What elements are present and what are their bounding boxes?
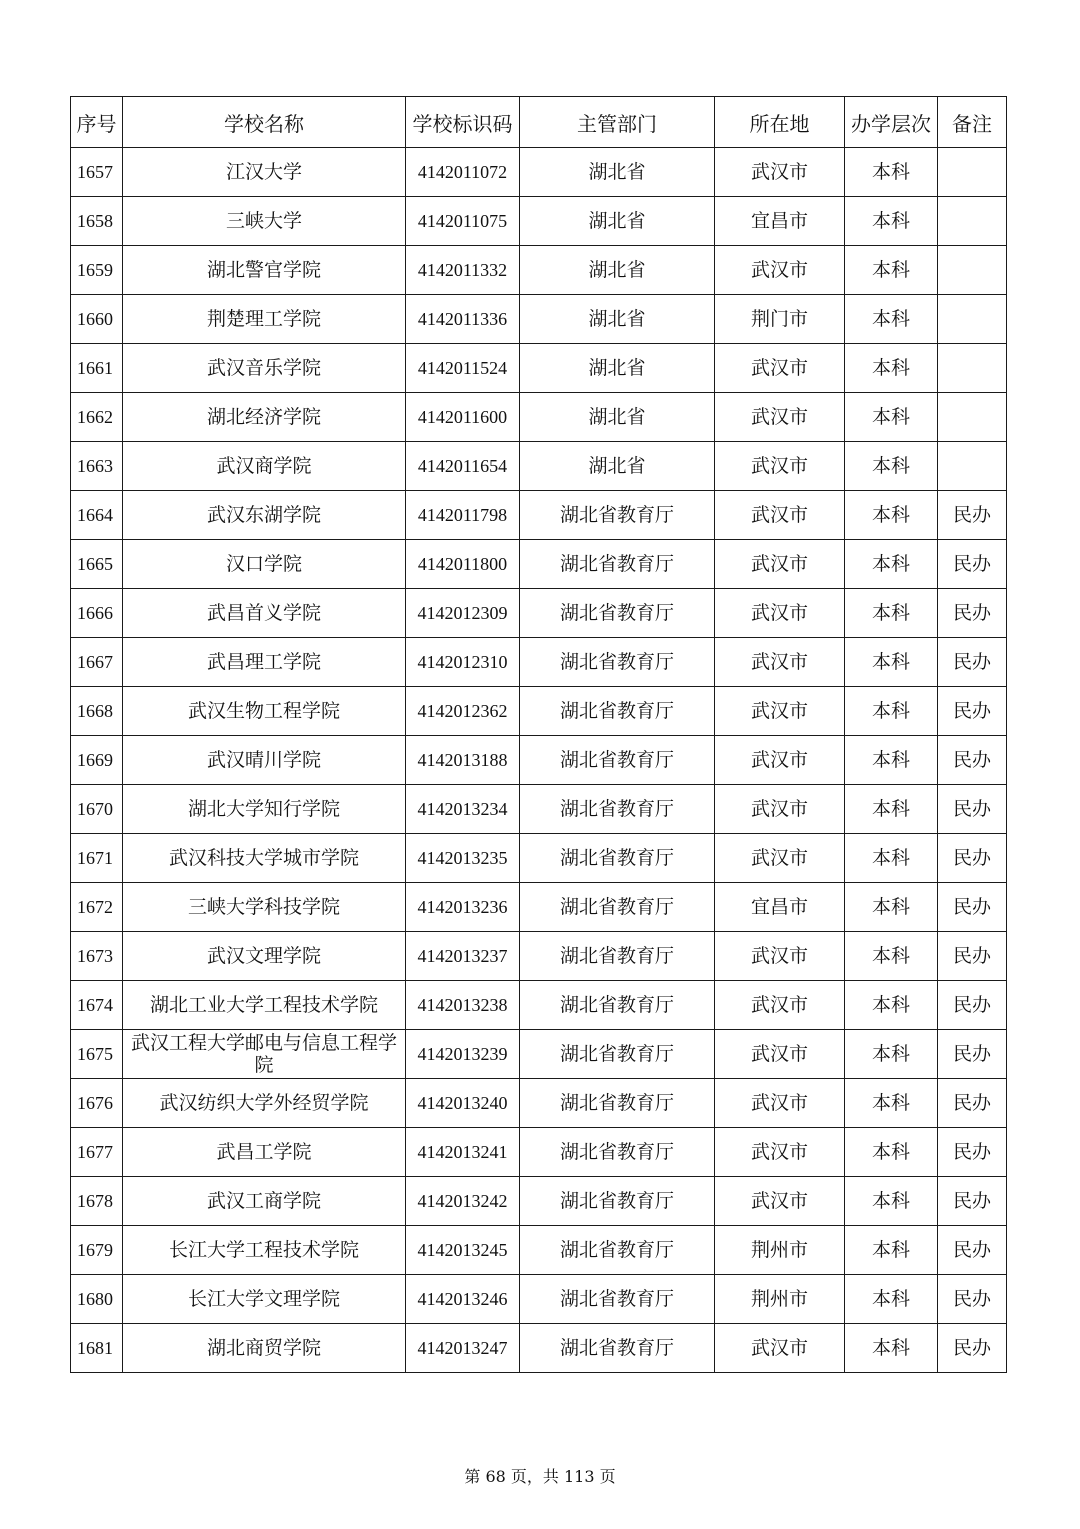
cell-school-name: 武汉工程大学邮电与信息工程学院 [123, 1030, 406, 1079]
table-row [71, 1226, 1007, 1275]
table-row [71, 981, 1007, 1030]
cell-remarks: 民办 [938, 540, 1007, 589]
cell-school-name: 江汉大学 [123, 148, 406, 197]
cell-school-name: 长江大学工程技术学院 [123, 1226, 406, 1275]
cell-level: 本科 [845, 589, 938, 638]
header-location: 所在地 [715, 97, 845, 148]
cell-school-code: 4142012309 [406, 589, 520, 638]
cell-department: 湖北省教育厅 [520, 883, 715, 932]
table-row [71, 1177, 1007, 1226]
table-row [71, 491, 1007, 540]
cell-school-code: 4142011524 [406, 344, 520, 393]
cell-location: 武汉市 [715, 785, 845, 834]
table-row [71, 687, 1007, 736]
page-number: 第 68 页，共 113 页 [464, 1467, 616, 1486]
cell-school-name: 湖北警官学院 [123, 246, 406, 295]
cell-school-code: 4142013238 [406, 981, 520, 1030]
cell-seq: 1671 [71, 834, 123, 883]
cell-department: 湖北省教育厅 [520, 638, 715, 687]
cell-department: 湖北省教育厅 [520, 1177, 715, 1226]
table-row [71, 540, 1007, 589]
table-row [71, 736, 1007, 785]
cell-remarks: 民办 [938, 736, 1007, 785]
cell-school-code: 4142013245 [406, 1226, 520, 1275]
cell-department: 湖北省教育厅 [520, 491, 715, 540]
cell-school-code: 4142013242 [406, 1177, 520, 1226]
cell-school-name: 长江大学文理学院 [123, 1275, 406, 1324]
cell-school-code: 4142013188 [406, 736, 520, 785]
cell-seq: 1670 [71, 785, 123, 834]
cell-school-code: 4142011654 [406, 442, 520, 491]
cell-school-code: 4142012362 [406, 687, 520, 736]
cell-level: 本科 [845, 246, 938, 295]
cell-department: 湖北省教育厅 [520, 1275, 715, 1324]
cell-school-code: 4142013246 [406, 1275, 520, 1324]
cell-school-name: 武昌首义学院 [123, 589, 406, 638]
cell-level: 本科 [845, 1030, 938, 1079]
cell-school-code: 4142011075 [406, 197, 520, 246]
cell-level: 本科 [845, 344, 938, 393]
cell-level: 本科 [845, 736, 938, 785]
cell-school-code: 4142013239 [406, 1030, 520, 1079]
cell-location: 武汉市 [715, 736, 845, 785]
cell-remarks: 民办 [938, 1030, 1007, 1079]
cell-remarks: 民办 [938, 1079, 1007, 1128]
cell-location: 武汉市 [715, 148, 845, 197]
table-row [71, 1030, 1007, 1079]
cell-remarks [938, 442, 1007, 491]
cell-remarks: 民办 [938, 834, 1007, 883]
cell-remarks: 民办 [938, 1226, 1007, 1275]
cell-location: 武汉市 [715, 834, 845, 883]
table-row [71, 295, 1007, 344]
cell-remarks: 民办 [938, 1177, 1007, 1226]
cell-location: 武汉市 [715, 1177, 845, 1226]
cell-school-code: 4142013234 [406, 785, 520, 834]
cell-location: 武汉市 [715, 638, 845, 687]
cell-level: 本科 [845, 295, 938, 344]
cell-school-name: 武昌理工学院 [123, 638, 406, 687]
cell-remarks [938, 246, 1007, 295]
cell-department: 湖北省教育厅 [520, 1226, 715, 1275]
cell-department: 湖北省教育厅 [520, 1030, 715, 1079]
cell-location: 武汉市 [715, 491, 845, 540]
cell-school-name: 汉口学院 [123, 540, 406, 589]
cell-seq: 1667 [71, 638, 123, 687]
cell-school-code: 4142011072 [406, 148, 520, 197]
cell-school-name: 湖北经济学院 [123, 393, 406, 442]
cell-level: 本科 [845, 442, 938, 491]
cell-school-name: 湖北商贸学院 [123, 1324, 406, 1373]
table-row [71, 834, 1007, 883]
cell-school-code: 4142013241 [406, 1128, 520, 1177]
cell-remarks [938, 393, 1007, 442]
cell-remarks: 民办 [938, 981, 1007, 1030]
cell-seq: 1678 [71, 1177, 123, 1226]
table-row [71, 1275, 1007, 1324]
cell-department: 湖北省教育厅 [520, 932, 715, 981]
cell-school-code: 4142013240 [406, 1079, 520, 1128]
cell-location: 武汉市 [715, 687, 845, 736]
cell-level: 本科 [845, 1128, 938, 1177]
cell-location: 武汉市 [715, 932, 845, 981]
cell-location: 荆州市 [715, 1275, 845, 1324]
cell-school-name: 武汉东湖学院 [123, 491, 406, 540]
cell-department: 湖北省教育厅 [520, 785, 715, 834]
cell-location: 武汉市 [715, 540, 845, 589]
cell-seq: 1659 [71, 246, 123, 295]
cell-department: 湖北省 [520, 344, 715, 393]
cell-location: 武汉市 [715, 589, 845, 638]
cell-school-code: 4142011798 [406, 491, 520, 540]
header-school-code: 学校标识码 [406, 97, 520, 148]
table-row [71, 883, 1007, 932]
cell-school-code: 4142013247 [406, 1324, 520, 1373]
cell-level: 本科 [845, 834, 938, 883]
cell-seq: 1664 [71, 491, 123, 540]
cell-level: 本科 [845, 1275, 938, 1324]
cell-school-name: 武汉纺织大学外经贸学院 [123, 1079, 406, 1128]
cell-department: 湖北省 [520, 197, 715, 246]
cell-level: 本科 [845, 197, 938, 246]
cell-remarks: 民办 [938, 638, 1007, 687]
cell-department: 湖北省教育厅 [520, 540, 715, 589]
cell-department: 湖北省教育厅 [520, 1128, 715, 1177]
cell-department: 湖北省 [520, 246, 715, 295]
cell-remarks [938, 197, 1007, 246]
cell-department: 湖北省教育厅 [520, 736, 715, 785]
cell-seq: 1669 [71, 736, 123, 785]
table-body [71, 148, 1007, 1373]
cell-seq: 1668 [71, 687, 123, 736]
cell-seq: 1679 [71, 1226, 123, 1275]
cell-school-code: 4142011600 [406, 393, 520, 442]
cell-seq: 1658 [71, 197, 123, 246]
cell-school-name: 荆楚理工学院 [123, 295, 406, 344]
cell-level: 本科 [845, 540, 938, 589]
cell-remarks: 民办 [938, 1275, 1007, 1324]
cell-school-name: 三峡大学科技学院 [123, 883, 406, 932]
cell-school-name: 武昌工学院 [123, 1128, 406, 1177]
cell-school-name: 武汉商学院 [123, 442, 406, 491]
cell-level: 本科 [845, 981, 938, 1030]
cell-seq: 1674 [71, 981, 123, 1030]
cell-seq: 1676 [71, 1079, 123, 1128]
cell-remarks: 民办 [938, 785, 1007, 834]
cell-location: 武汉市 [715, 246, 845, 295]
cell-location: 武汉市 [715, 344, 845, 393]
school-list-table [70, 96, 1007, 1373]
cell-school-code: 4142013235 [406, 834, 520, 883]
cell-school-name: 武汉科技大学城市学院 [123, 834, 406, 883]
cell-seq: 1657 [71, 148, 123, 197]
table-row [71, 1079, 1007, 1128]
table-row [71, 932, 1007, 981]
header-department: 主管部门 [520, 97, 715, 148]
header-row [71, 97, 1007, 148]
cell-department: 湖北省教育厅 [520, 687, 715, 736]
cell-department: 湖北省教育厅 [520, 1079, 715, 1128]
cell-location: 宜昌市 [715, 883, 845, 932]
cell-seq: 1661 [71, 344, 123, 393]
cell-seq: 1675 [71, 1030, 123, 1079]
cell-department: 湖北省 [520, 295, 715, 344]
table-row [71, 148, 1007, 197]
cell-location: 荆州市 [715, 1226, 845, 1275]
cell-seq: 1681 [71, 1324, 123, 1373]
cell-remarks: 民办 [938, 687, 1007, 736]
cell-location: 武汉市 [715, 1324, 845, 1373]
table-row [71, 246, 1007, 295]
cell-department: 湖北省教育厅 [520, 981, 715, 1030]
cell-school-name: 武汉音乐学院 [123, 344, 406, 393]
cell-department: 湖北省教育厅 [520, 834, 715, 883]
cell-remarks [938, 148, 1007, 197]
cell-location: 武汉市 [715, 442, 845, 491]
cell-school-name: 湖北工业大学工程技术学院 [123, 981, 406, 1030]
header-school-name: 学校名称 [123, 97, 406, 148]
table-row [71, 197, 1007, 246]
cell-remarks [938, 344, 1007, 393]
cell-remarks: 民办 [938, 589, 1007, 638]
table-row [71, 393, 1007, 442]
cell-department: 湖北省教育厅 [520, 1324, 715, 1373]
cell-location: 武汉市 [715, 1030, 845, 1079]
cell-school-code: 4142011336 [406, 295, 520, 344]
cell-location: 宜昌市 [715, 197, 845, 246]
header-level: 办学层次 [845, 97, 938, 148]
cell-school-code: 4142013236 [406, 883, 520, 932]
cell-seq: 1660 [71, 295, 123, 344]
table-row [71, 1128, 1007, 1177]
header-seq: 序号 [71, 97, 123, 148]
cell-level: 本科 [845, 491, 938, 540]
table-row [71, 344, 1007, 393]
table-row [71, 785, 1007, 834]
cell-level: 本科 [845, 687, 938, 736]
cell-level: 本科 [845, 1079, 938, 1128]
cell-department: 湖北省教育厅 [520, 589, 715, 638]
cell-seq: 1672 [71, 883, 123, 932]
cell-seq: 1673 [71, 932, 123, 981]
cell-level: 本科 [845, 393, 938, 442]
cell-school-code: 4142011800 [406, 540, 520, 589]
cell-location: 武汉市 [715, 981, 845, 1030]
cell-school-code: 4142011332 [406, 246, 520, 295]
table-row [71, 442, 1007, 491]
cell-school-name: 武汉文理学院 [123, 932, 406, 981]
cell-seq: 1665 [71, 540, 123, 589]
cell-remarks: 民办 [938, 1128, 1007, 1177]
cell-remarks: 民办 [938, 1324, 1007, 1373]
cell-location: 荆门市 [715, 295, 845, 344]
cell-level: 本科 [845, 883, 938, 932]
cell-school-name: 武汉晴川学院 [123, 736, 406, 785]
cell-level: 本科 [845, 785, 938, 834]
cell-level: 本科 [845, 1324, 938, 1373]
cell-department: 湖北省 [520, 442, 715, 491]
cell-school-name: 三峡大学 [123, 197, 406, 246]
cell-location: 武汉市 [715, 393, 845, 442]
cell-school-name: 武汉生物工程学院 [123, 687, 406, 736]
cell-school-code: 4142012310 [406, 638, 520, 687]
cell-level: 本科 [845, 1226, 938, 1275]
cell-seq: 1680 [71, 1275, 123, 1324]
cell-level: 本科 [845, 148, 938, 197]
cell-seq: 1662 [71, 393, 123, 442]
cell-department: 湖北省 [520, 393, 715, 442]
cell-remarks: 民办 [938, 883, 1007, 932]
cell-remarks: 民办 [938, 491, 1007, 540]
cell-seq: 1663 [71, 442, 123, 491]
cell-school-code: 4142013237 [406, 932, 520, 981]
cell-level: 本科 [845, 1177, 938, 1226]
cell-level: 本科 [845, 932, 938, 981]
table-row [71, 638, 1007, 687]
cell-location: 武汉市 [715, 1128, 845, 1177]
cell-seq: 1677 [71, 1128, 123, 1177]
header-remarks: 备注 [938, 97, 1007, 148]
table-row [71, 589, 1007, 638]
cell-school-name: 武汉工商学院 [123, 1177, 406, 1226]
cell-remarks: 民办 [938, 932, 1007, 981]
cell-remarks [938, 295, 1007, 344]
cell-level: 本科 [845, 638, 938, 687]
cell-seq: 1666 [71, 589, 123, 638]
cell-school-name: 湖北大学知行学院 [123, 785, 406, 834]
cell-location: 武汉市 [715, 1079, 845, 1128]
table-row [71, 1324, 1007, 1373]
cell-department: 湖北省 [520, 148, 715, 197]
